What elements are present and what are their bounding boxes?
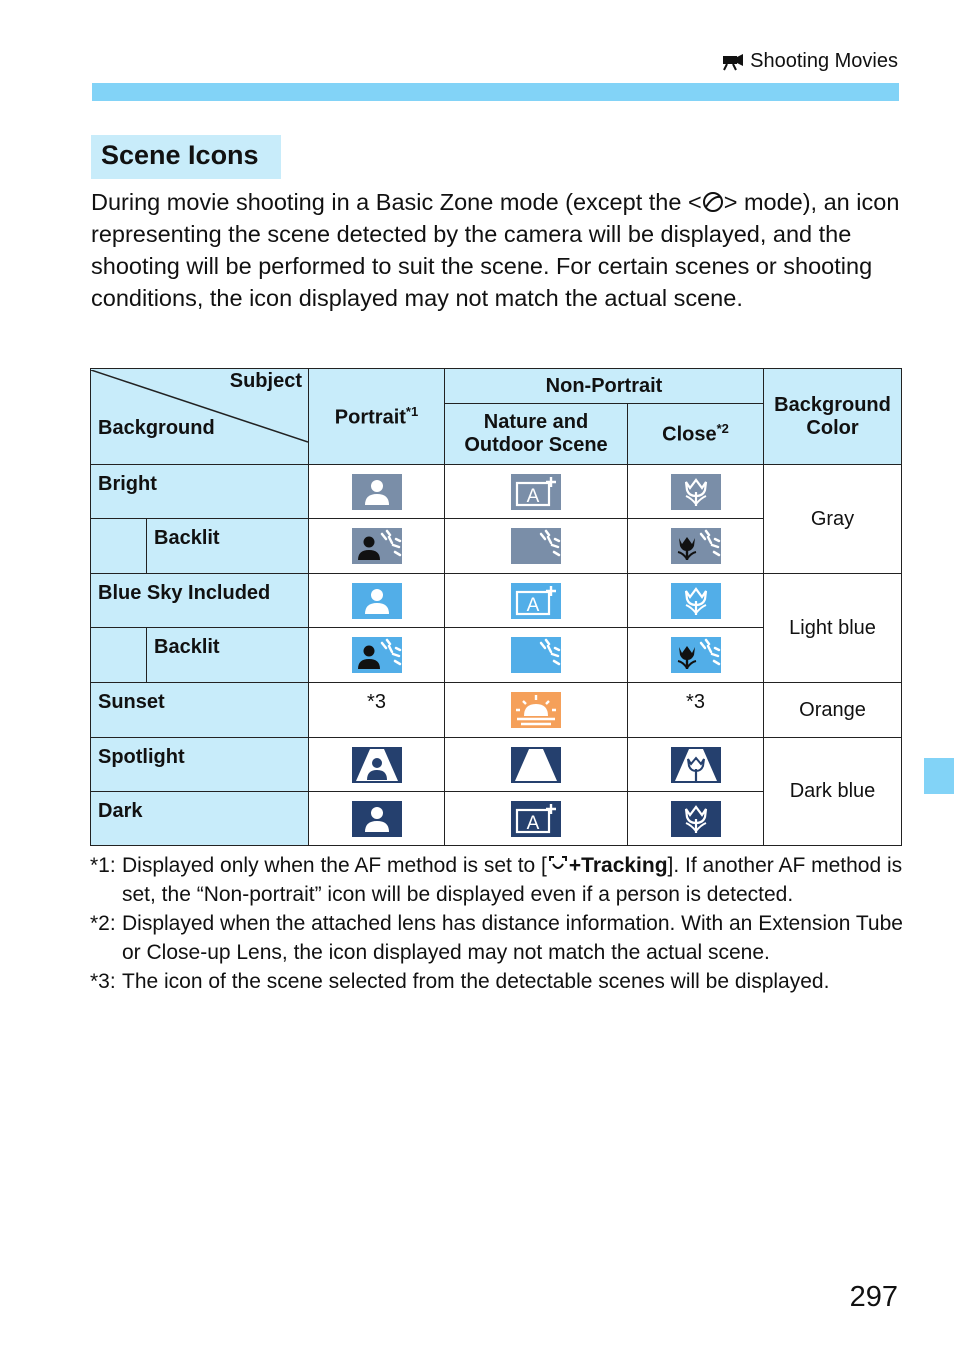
backlit-close-up-icon (671, 528, 721, 564)
cell-sky-backlit-nature (445, 628, 628, 683)
top-color-bar (92, 83, 899, 101)
indent-cell (91, 628, 147, 683)
nature-scene-icon (511, 474, 561, 510)
header-nature: Nature and Outdoor Scene (445, 404, 628, 465)
close-up-scene-icon (671, 583, 721, 619)
cell-bright-backlit-portrait (309, 519, 445, 574)
bg-gray: Gray (764, 465, 902, 574)
cell-dark-close (628, 792, 764, 846)
cell-bright-backlit-nature (445, 519, 628, 574)
subject-label: Subject (229, 369, 302, 392)
cell-spot-portrait (309, 738, 445, 792)
portrait-scene-icon (352, 801, 402, 837)
header-portrait: Portrait$^{*1}$ (309, 369, 445, 465)
row-bright-backlit: Backlit (147, 519, 309, 574)
cell-dark-portrait (309, 792, 445, 846)
intro-text-start: During movie shooting in a Basic Zone mode (except the < (91, 189, 702, 215)
portrait-scene-icon (352, 583, 402, 619)
nature-scene-icon (511, 801, 561, 837)
row-sky-backlit: Backlit (147, 628, 309, 683)
row-spotlight: Spotlight (91, 738, 309, 792)
backlit-scene-icon (511, 528, 561, 564)
cell-sunset-portrait: *3 (309, 683, 445, 738)
bg-orange: Orange (764, 683, 902, 738)
close-note-ref: *2 (716, 421, 729, 437)
cell-sunset-close: *3 (628, 683, 764, 738)
indent-cell (91, 519, 147, 574)
background-label: Background (98, 416, 215, 439)
close-up-scene-icon (671, 801, 721, 837)
header-background-color: Background Color (764, 369, 902, 465)
nature-scene-icon (511, 583, 561, 619)
header-close: Close$^{*2}$ (628, 404, 764, 465)
intro-paragraph (91, 186, 901, 314)
cell-spot-nature (445, 738, 628, 792)
backlit-close-up-icon (671, 637, 721, 673)
footnotes (90, 851, 910, 996)
header-subject-background (91, 369, 309, 465)
row-blue-sky: Blue Sky Included (91, 574, 309, 628)
footnote-2: *2: Displayed when the attached lens has distance information. With an Extension Tube or Close-up Lens, the icon displayed may not match the actual scene. (90, 912, 903, 964)
spotlight-scene-icon (511, 747, 561, 783)
sunset-scene-icon (511, 692, 561, 728)
cell-bright-portrait (309, 465, 445, 519)
intro-text-end: > mode), an icon representing the scene detected by the camera will be displayed, and the shooting will be performed to suit the scene. For certain scenes or shooting conditions, the icon displayed may not match the actual scene. (91, 189, 900, 311)
footnote-1: *1: Displayed only when the AF method is set to [ +Tracking]. If another AF method is set, the “Non-portrait” icon will be displayed even if a person is detected. (90, 854, 903, 906)
cell-spot-close (628, 738, 764, 792)
scene-icons-table (90, 368, 902, 846)
portrait-scene-icon (352, 474, 402, 510)
header-section-label (722, 50, 898, 73)
header-title: Shooting Movies (750, 50, 898, 72)
cell-bright-backlit-close (628, 519, 764, 574)
row-dark: Dark (91, 792, 309, 846)
page-number: 297 (849, 1281, 898, 1313)
header-non-portrait: Non-Portrait (445, 369, 764, 404)
row-sunset: Sunset (91, 683, 309, 738)
portrait-note-ref: *1 (405, 403, 419, 419)
backlit-portrait-icon (352, 637, 402, 673)
cell-dark-nature (445, 792, 628, 846)
cell-bright-nature (445, 465, 628, 519)
cell-sky-nature (445, 574, 628, 628)
cell-sky-portrait (309, 574, 445, 628)
backlit-portrait-icon (352, 528, 402, 564)
face-tracking-icon (547, 855, 569, 875)
row-bright: Bright (91, 465, 309, 519)
spotlight-portrait-icon (352, 747, 402, 783)
cell-sky-backlit-close (628, 628, 764, 683)
side-chapter-tab (924, 758, 954, 794)
backlit-scene-icon (511, 637, 561, 673)
cell-sky-backlit-portrait (309, 628, 445, 683)
spotlight-close-up-icon (671, 747, 721, 783)
cell-sky-close (628, 574, 764, 628)
bg-dark-blue: Dark blue (764, 738, 902, 846)
footnote-3: *3: The icon of the scene selected from the detectable scenes will be displayed. (90, 970, 830, 993)
close-up-scene-icon (671, 474, 721, 510)
creative-auto-mode-icon (702, 191, 724, 213)
cell-sunset-nature (445, 683, 628, 738)
bg-light-blue: Light blue (764, 574, 902, 683)
cell-bright-close (628, 465, 764, 519)
section-title: Scene Icons (91, 135, 281, 179)
movie-camera-icon (722, 53, 744, 71)
